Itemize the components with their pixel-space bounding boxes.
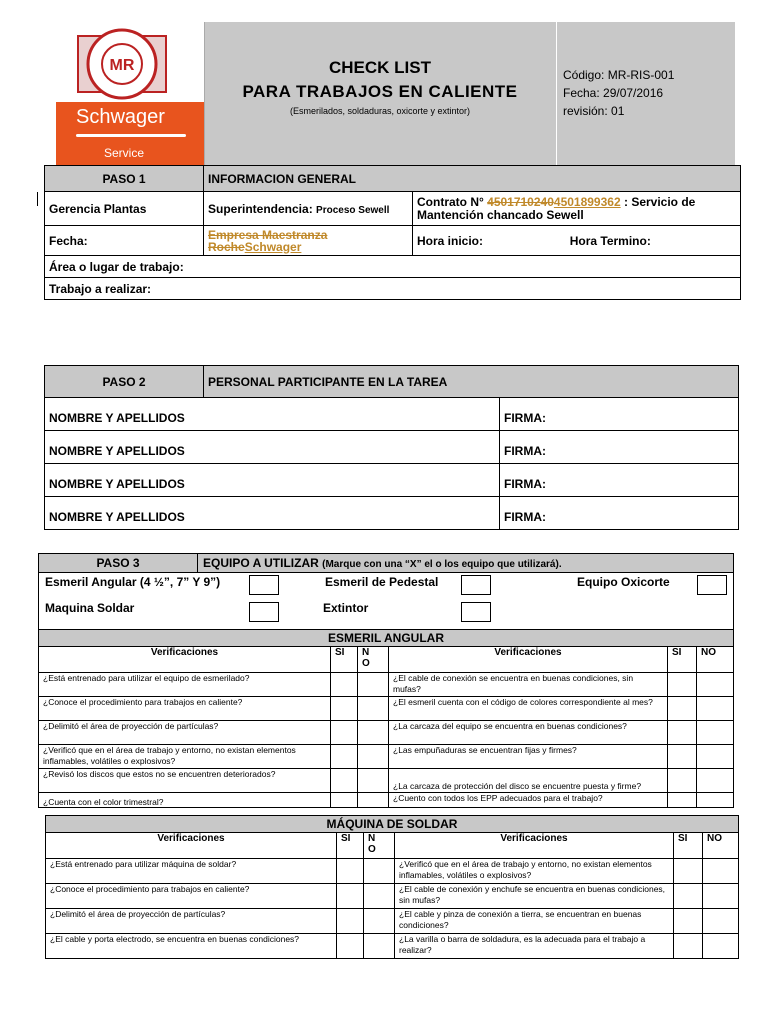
- soldar-table: [45, 815, 739, 959]
- contrato-new: 4501899362: [553, 194, 621, 209]
- title-block: [204, 22, 556, 165]
- hora-termino: Hora Termino:: [569, 233, 651, 248]
- nombre-1: NOMBRE Y APELLIDOS: [45, 398, 500, 431]
- esmeril-table: [38, 629, 734, 808]
- soldar-col-no-left: N O: [364, 833, 395, 859]
- esmeril-q-left: ¿Cuenta con el color trimestral?: [39, 793, 331, 808]
- logo-mr-text: MR: [109, 57, 135, 74]
- soldar-col-si-left: SI: [337, 833, 364, 859]
- answer-si[interactable]: [674, 934, 703, 959]
- soldar-q-left: ¿Delimitó el área de proyección de partículas?: [46, 909, 337, 934]
- firma-2: FIRMA:: [500, 431, 739, 464]
- answer-no[interactable]: [358, 673, 389, 697]
- answer-no[interactable]: [703, 909, 739, 934]
- answer-no[interactable]: [364, 884, 395, 909]
- esmeril-q-right: ¿La carcaza del equipo se encuentra en buenas condiciones?: [389, 721, 668, 745]
- answer-si[interactable]: [674, 909, 703, 934]
- trabajo-cell: Trabajo a realizar:: [45, 278, 741, 300]
- paso1-label: PASO 1: [45, 166, 204, 192]
- gerencia-cell: Gerencia Plantas: [45, 192, 204, 226]
- answer-no[interactable]: [697, 745, 734, 769]
- answer-si[interactable]: [331, 721, 358, 745]
- fecha-cell: Fecha:: [45, 226, 204, 256]
- esmeril-q-left: ¿Delimitó el área de proyección de partículas?: [39, 721, 331, 745]
- oxicorte-label: Equipo Oxicorte: [577, 575, 670, 589]
- esmeril-angular-checkbox[interactable]: [249, 575, 279, 595]
- doc-date: Fecha: 29/07/2016: [563, 86, 664, 100]
- answer-si[interactable]: [331, 745, 358, 769]
- schwager-service: Service: [104, 146, 145, 160]
- esmeril-q-right: ¿El cable de conexión se encuentra en buenas condiciones, sin mufas?: [389, 673, 668, 697]
- paso1-title: INFORMACION GENERAL: [204, 166, 741, 192]
- answer-no[interactable]: [703, 859, 739, 884]
- esmeril-col-si-right: SI: [668, 647, 697, 673]
- soldar-col-verif-left: Verificaciones: [46, 833, 337, 859]
- paso3-title: EQUIPO A UTILIZAR (Marque con una “X” el o los equipo que utilizará).: [203, 556, 562, 570]
- answer-si[interactable]: [674, 884, 703, 909]
- esmeril-q-left: ¿Conoce el procedimiento para trabajos en caliente?: [39, 697, 331, 721]
- hora-cell: [413, 226, 741, 256]
- esmeril-title: ESMERIL ANGULAR: [39, 630, 734, 647]
- nombre-3: NOMBRE Y APELLIDOS: [45, 464, 500, 497]
- soldar-q-right: ¿El cable y pinza de conexión a tierra, se encuentran en buenas condiciones?: [395, 909, 674, 934]
- doc-revision: revisión: 01: [563, 104, 625, 118]
- hora-inicio: Hora inicio:: [417, 233, 484, 248]
- nombre-4: NOMBRE Y APELLIDOS: [45, 497, 500, 530]
- answer-si[interactable]: [331, 769, 358, 793]
- esmeril-col-no-left: N O: [358, 647, 389, 673]
- answer-si[interactable]: [674, 859, 703, 884]
- esmeril-q-right: ¿La carcaza de protección del disco se encuentre puesta y firme?: [389, 769, 668, 793]
- esmeril-pedestal-label: Esmeril de Pedestal: [325, 575, 439, 589]
- answer-si[interactable]: [668, 721, 697, 745]
- esmeril-q-left: ¿Está entrenado para utilizar el equipo de esmerilado?: [39, 673, 331, 697]
- answer-si[interactable]: [668, 673, 697, 697]
- firma-3: FIRMA:: [500, 464, 739, 497]
- doc-code: Código: MR-RIS-001: [563, 68, 675, 82]
- esmeril-q-right: ¿El esmeril cuenta con el código de colores correspondiente al mes?: [389, 697, 668, 721]
- paso2-table: [44, 365, 739, 530]
- soldar-q-left: ¿Está entrenado para utilizar máquina de soldar?: [46, 859, 337, 884]
- esmeril-q-right: ¿Las empuñaduras se encuentran fijas y firmes?: [389, 745, 668, 769]
- doc-info: [556, 22, 736, 165]
- empresa-cell: [204, 226, 413, 256]
- maquina-soldar-checkbox[interactable]: [249, 602, 279, 622]
- answer-si[interactable]: [331, 673, 358, 697]
- superintendencia-cell: Superintendencia: Proceso Sewell: [204, 192, 413, 226]
- answer-no[interactable]: [703, 884, 739, 909]
- soldar-q-left: ¿El cable y porta electrodo, se encuentra en buenas condiciones?: [46, 934, 337, 959]
- answer-no[interactable]: [358, 721, 389, 745]
- contrato-old: 4501710240: [487, 194, 554, 209]
- soldar-title: MÁQUINA DE SOLDAR: [46, 816, 739, 833]
- page-title: CHECK LIST: [329, 58, 431, 77]
- esmeril-pedestal-checkbox[interactable]: [461, 575, 491, 595]
- paso1-table: [44, 165, 741, 300]
- soldar-col-verif-right: Verificaciones: [395, 833, 674, 859]
- maquina-soldar-label: Maquina Soldar: [45, 601, 135, 615]
- esmeril-col-no-right: NO: [697, 647, 734, 673]
- answer-no[interactable]: [703, 934, 739, 959]
- margin-marker: [37, 192, 38, 206]
- answer-no[interactable]: [697, 769, 734, 793]
- nombre-2: NOMBRE Y APELLIDOS: [45, 431, 500, 464]
- header: [42, 22, 735, 165]
- esmeril-col-verif-left: Verificaciones: [39, 647, 331, 673]
- esmeril-q-left: ¿Verificó que en el área de trabajo y entorno, no existan elementos inflamables, volátiles o explosivos?: [39, 745, 331, 769]
- soldar-q-right: ¿El cable de conexión y enchufe se encuentra en buenas condiciones, sin mufas?: [395, 884, 674, 909]
- answer-si[interactable]: [668, 769, 697, 793]
- answer-no[interactable]: [364, 934, 395, 959]
- esmeril-col-verif-right: Verificaciones: [389, 647, 668, 673]
- answer-si[interactable]: [668, 697, 697, 721]
- soldar-q-left: ¿Conoce el procedimiento para trabajos en caliente?: [46, 884, 337, 909]
- answer-no[interactable]: [697, 697, 734, 721]
- answer-no[interactable]: [697, 673, 734, 697]
- area-cell: Área o lugar de trabajo:: [45, 256, 741, 278]
- empresa-new: Schwager: [244, 239, 302, 254]
- answer-si[interactable]: [331, 697, 358, 721]
- answer-no[interactable]: [358, 769, 389, 793]
- answer-no[interactable]: [697, 721, 734, 745]
- esmeril-angular-label: Esmeril Angular (4 ½”, 7” Y 9”): [45, 575, 221, 589]
- schwager-brand: Schwager: [76, 106, 165, 128]
- answer-si[interactable]: [337, 859, 364, 884]
- paso3-block: [38, 553, 734, 631]
- extintor-checkbox[interactable]: [461, 602, 491, 622]
- firma-1: FIRMA:: [500, 398, 739, 431]
- page-title-2: PARA TRABAJOS EN CALIENTE: [242, 82, 518, 101]
- answer-si[interactable]: [337, 934, 364, 959]
- answer-no[interactable]: [697, 793, 734, 808]
- esmeril-col-si-left: SI: [331, 647, 358, 673]
- paso2-title: PERSONAL PARTICIPANTE EN LA TAREA: [204, 366, 739, 398]
- page-subtitle: (Esmerilados, soldaduras, oxicorte y extintor): [289, 106, 471, 116]
- esmeril-q-right: ¿Cuento con todos los EPP adecuados para el trabajo?: [389, 793, 668, 808]
- soldar-col-si-right: SI: [674, 833, 703, 859]
- answer-no[interactable]: [358, 745, 389, 769]
- answer-si[interactable]: [668, 745, 697, 769]
- paso2-label: PASO 2: [45, 366, 204, 398]
- soldar-q-right: ¿La varilla o barra de soldadura, es la adecuada para el trabajo a realizar?: [395, 934, 674, 959]
- answer-si[interactable]: [337, 909, 364, 934]
- soldar-q-right: ¿Verificó que en el área de trabajo y entorno, no existan elementos inflamables, volátiles o explosivos?: [395, 859, 674, 884]
- answer-si[interactable]: [331, 793, 358, 808]
- empresa-old: Empresa Maestranza Roche: [208, 227, 328, 254]
- answer-si[interactable]: [668, 793, 697, 808]
- answer-no[interactable]: [364, 859, 395, 884]
- paso3-label: PASO 3: [96, 556, 140, 570]
- answer-no[interactable]: [358, 697, 389, 721]
- extintor-label: Extintor: [323, 601, 369, 615]
- answer-no[interactable]: [364, 909, 395, 934]
- answer-no[interactable]: [358, 793, 389, 808]
- contrato-cell: Contrato N° 45017102404501899362 : Servicio de Mantención chancado Sewell: [413, 192, 741, 226]
- soldar-col-no-right: NO: [703, 833, 739, 859]
- firma-4: FIRMA:: [500, 497, 739, 530]
- answer-si[interactable]: [337, 884, 364, 909]
- oxicorte-checkbox[interactable]: [697, 575, 727, 595]
- esmeril-q-left: ¿Revisó los discos que estos no se encuentren deteriorados?: [39, 769, 331, 793]
